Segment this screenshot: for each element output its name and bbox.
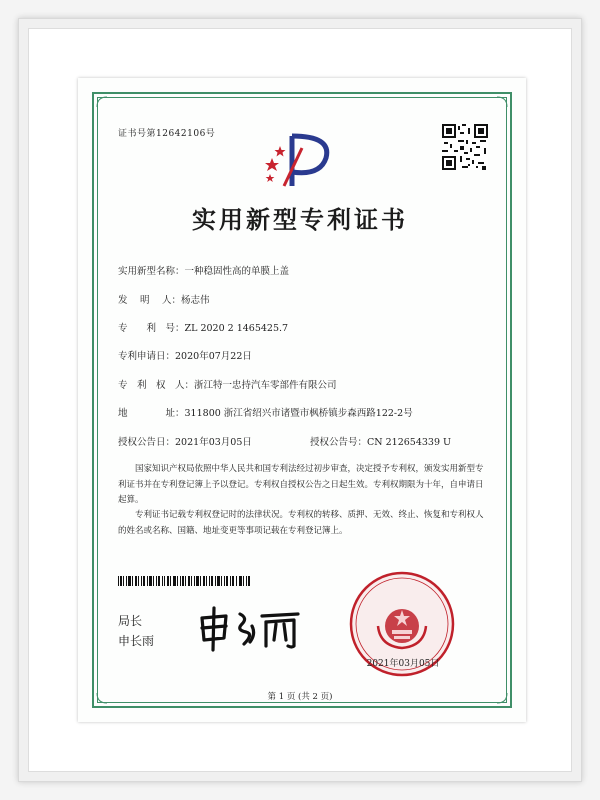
field-value: 2020年07月22日 bbox=[175, 351, 252, 362]
seal-date: 2021年03月05日 bbox=[366, 659, 440, 669]
field-label: 专利申请日： bbox=[118, 351, 176, 362]
barcode-icon bbox=[118, 576, 250, 586]
field-grant-announcement-date bbox=[118, 437, 252, 449]
field-value: 2021年03月05日 bbox=[175, 437, 252, 448]
field-utility-model-name bbox=[118, 266, 289, 278]
field-label: 授权公告日： bbox=[118, 437, 176, 448]
director-title: 局长 bbox=[118, 614, 143, 628]
field-label: 地 址： bbox=[118, 408, 185, 419]
field-address bbox=[118, 408, 413, 420]
field-value: 浙江特一忠持汽车零部件有限公司 bbox=[194, 380, 337, 391]
field-patentee bbox=[118, 380, 337, 392]
field-label: 专 利 号： bbox=[118, 323, 185, 334]
page-number: 第 1 页 (共 2 页) bbox=[267, 692, 333, 702]
field-patent-number bbox=[118, 323, 288, 335]
corner-ornament-top-left bbox=[91, 91, 113, 113]
director-name: 申长雨 bbox=[118, 634, 155, 648]
field-label: 授权公告号： bbox=[310, 437, 368, 448]
field-value: 311800 浙江省绍兴市诸暨市枫桥镇步森西路122-2号 bbox=[184, 408, 413, 419]
corner-ornament-top-right bbox=[491, 91, 513, 113]
field-label: 发 明 人： bbox=[118, 295, 182, 306]
handwritten-signature bbox=[196, 604, 304, 652]
field-value: CN 212654339 U bbox=[367, 437, 452, 448]
field-grant-announcement-number bbox=[310, 437, 451, 449]
field-inventor bbox=[118, 295, 210, 307]
paragraph-grant-statement: 国家知识产权局依照中华人民共和国专利法经过初步审查，决定授予专利权，颁发实用新型专利证书并在专利登记簿上予以登记。专利权自授权公告之日起生效。专利权期限为十年，自申请日起算。 bbox=[118, 464, 484, 505]
field-value: 一种稳固性高的单膜上盖 bbox=[184, 266, 290, 277]
field-application-date bbox=[118, 351, 252, 363]
qr-code-icon bbox=[442, 124, 488, 170]
cnipa-logo-icon bbox=[262, 128, 336, 192]
field-value: ZL 2020 2 1465425.7 bbox=[184, 323, 289, 334]
field-label: 专 利 权 人： bbox=[118, 380, 195, 391]
field-label: 实用新型名称： bbox=[118, 266, 185, 277]
certificate-title: 实用新型专利证书 bbox=[192, 205, 408, 234]
field-value: 杨志伟 bbox=[181, 295, 210, 306]
certificate-number: 证书号第12642106号 bbox=[118, 129, 216, 139]
paragraph-legal-status: 专利证书记载专利权登记时的法律状况。专利权的转移、质押、无效、终止、恢复和专利权人的姓名或名称、国籍、地址变更等事项记载在专利登记簿上。 bbox=[118, 510, 484, 536]
